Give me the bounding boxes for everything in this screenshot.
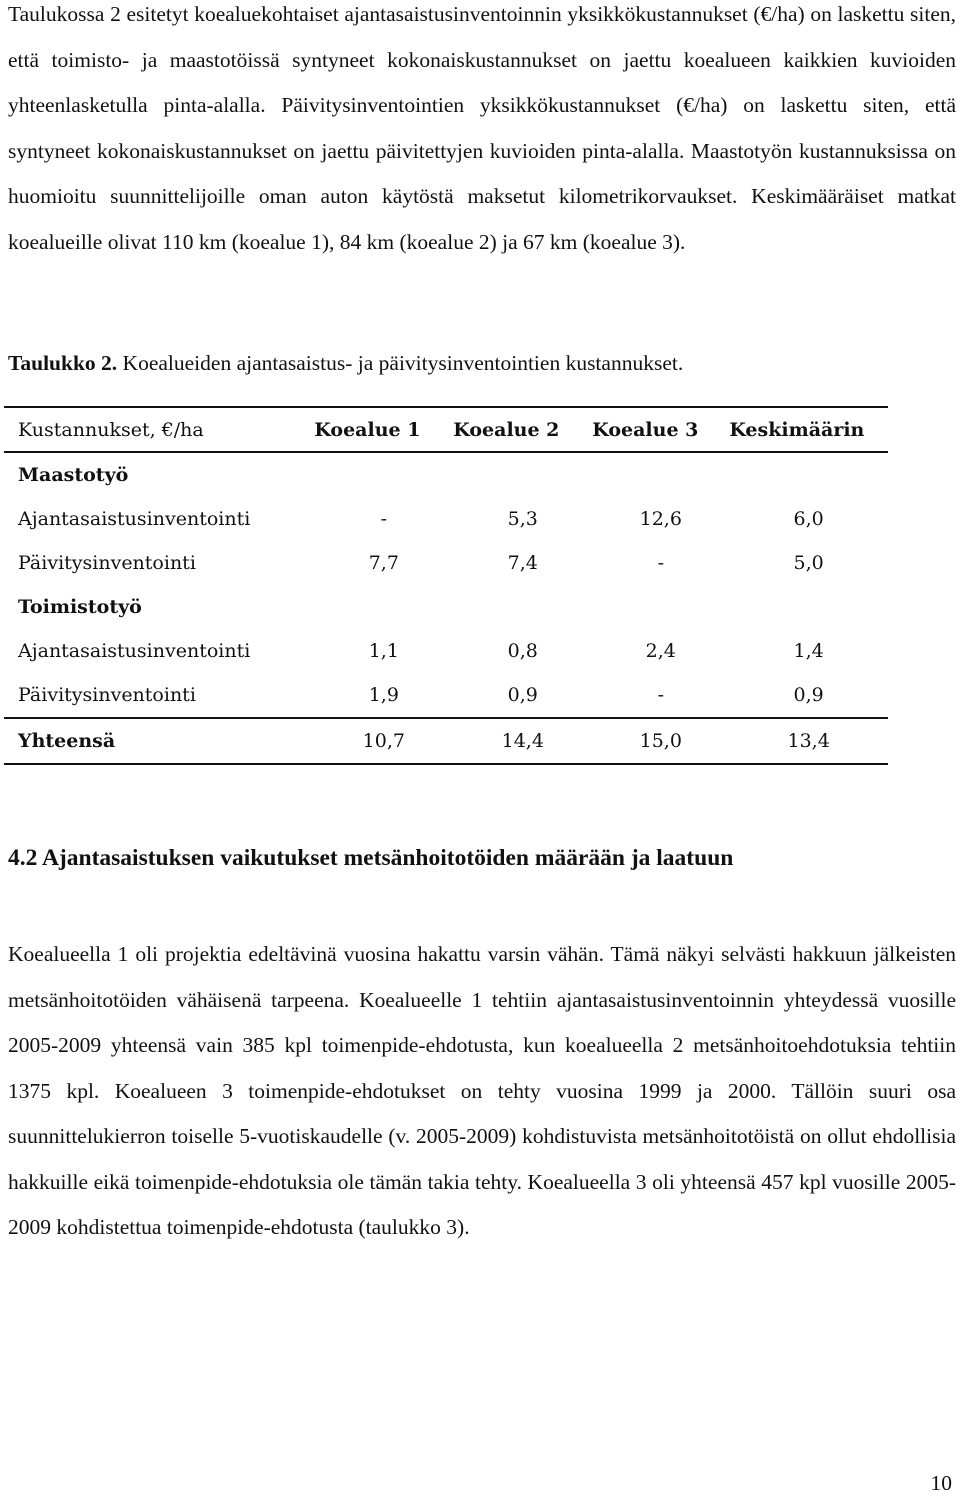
section-title: Maastotyö bbox=[18, 464, 129, 486]
table-row bbox=[4, 673, 888, 718]
cell: 0,9 bbox=[793, 684, 824, 706]
cell: 7,7 bbox=[368, 552, 399, 574]
cell: 0,9 bbox=[507, 684, 538, 706]
cell: 2,4 bbox=[645, 640, 676, 662]
section-heading: 4.2 Ajantasaistuksen vaikutukset metsänhoitotöiden määrään ja laatuun bbox=[8, 845, 734, 871]
total-cell: 15,0 bbox=[639, 730, 682, 752]
header-koealue-1: Koealue 1 bbox=[314, 418, 421, 441]
cost-table bbox=[4, 406, 888, 765]
table-row bbox=[4, 497, 888, 541]
total-cell: 13,4 bbox=[787, 730, 830, 752]
row-label: Päivitysinventointi bbox=[18, 552, 196, 574]
header-keskimaarin: Keskimäärin bbox=[729, 418, 865, 441]
total-label: Yhteensä bbox=[18, 730, 116, 752]
page-number: 10 bbox=[930, 1471, 952, 1495]
intro-paragraph: Taulukossa 2 esitetyt koealuekohtaiset ajantasaistusinventoinnin yksikkökustannukset (€/ha) on laskettu siten, että toimisto- ja maastotöissä syntyneet kokonaiskustannukset on jaettu koealueen kaikkien kuvioiden yhteenlasketulla pinta-alalla. Päivitysinventointien yksikkökustannukset (€/ha) on laskettu siten, että syntyneet kokonaiskustannukset on jaettu päivitettyjen kuvioiden pinta-alalla. Maastotyön kustannuksissa on huomioitu suunnittelijoille oman auton käytöstä maksetut kilometrikorvaukset. Keskimääräiset matkat koealueille olivat 110 km (koealue 1), 84 km (koealue 2) ja 67 km (koealue 3). bbox=[8, 2, 956, 254]
table-header-row bbox=[4, 407, 888, 452]
cell: 1,4 bbox=[793, 640, 824, 662]
table-caption-label: Taulukko 2. bbox=[8, 351, 118, 375]
section-row bbox=[4, 585, 888, 629]
row-label: Päivitysinventointi bbox=[18, 684, 196, 706]
table-row bbox=[4, 629, 888, 673]
table-row bbox=[4, 541, 888, 585]
cell: 7,4 bbox=[507, 552, 538, 574]
body-paragraph: Koealueella 1 oli projektia edeltävinä vuosina hakattu varsin vähän. Tämä näkyi selvästi hakkuun jälkeisten metsänhoitotöiden vähäisenä tarpeena. Koealueelle 1 tehtiin ajantasaistusinventoinnin yhteydessä vuosille 2005-2009 yhteensä vain 385 kpl toimenpide-ehdotusta, kun koealueella 2 metsänhoitoehdotuksia tehtiin 1375 kpl. Koealueen 3 toimenpide-ehdotukset on tehty vuosina 1999 ja 2000. Tällöin suuri osa suunnittelukierron toiselle 5-vuotiskaudelle (v. 2005-2009) kohdistuvista metsänhoitotöistä on ollut ehdollisia hakkuille eikä toimenpide-ehdotuksia ole tämän takia tehty. Koealueella 3 oli yhteensä 457 kpl vuosille 2005-2009 kohdistettua toimenpide-ehdotusta (taulukko 3). bbox=[8, 942, 956, 1239]
cell: 0,8 bbox=[507, 640, 538, 662]
row-label: Ajantasaistusinventointi bbox=[18, 508, 251, 530]
total-cell: 14,4 bbox=[501, 730, 544, 752]
header-label: Kustannukset, €/ha bbox=[18, 418, 204, 441]
section-title: Toimistotyö bbox=[18, 596, 142, 618]
row-label: Ajantasaistusinventointi bbox=[18, 640, 251, 662]
header-koealue-3: Koealue 3 bbox=[592, 418, 699, 441]
header-koealue-2: Koealue 2 bbox=[453, 418, 560, 441]
cell: - bbox=[657, 684, 664, 706]
cell: 1,9 bbox=[368, 684, 399, 706]
cell: 6,0 bbox=[793, 508, 824, 530]
cell: - bbox=[657, 552, 664, 574]
cell: 5,3 bbox=[507, 508, 538, 530]
cell: 1,1 bbox=[368, 640, 399, 662]
cell: 5,0 bbox=[793, 552, 824, 574]
cell: - bbox=[380, 508, 387, 530]
table-caption-text: Koealueiden ajantasaistus- ja päivitysinventointien kustannukset. bbox=[117, 351, 684, 375]
section-row bbox=[4, 452, 888, 497]
total-cell: 10,7 bbox=[362, 730, 405, 752]
cell: 12,6 bbox=[639, 508, 682, 530]
total-row bbox=[4, 718, 888, 764]
table-caption bbox=[8, 351, 683, 376]
